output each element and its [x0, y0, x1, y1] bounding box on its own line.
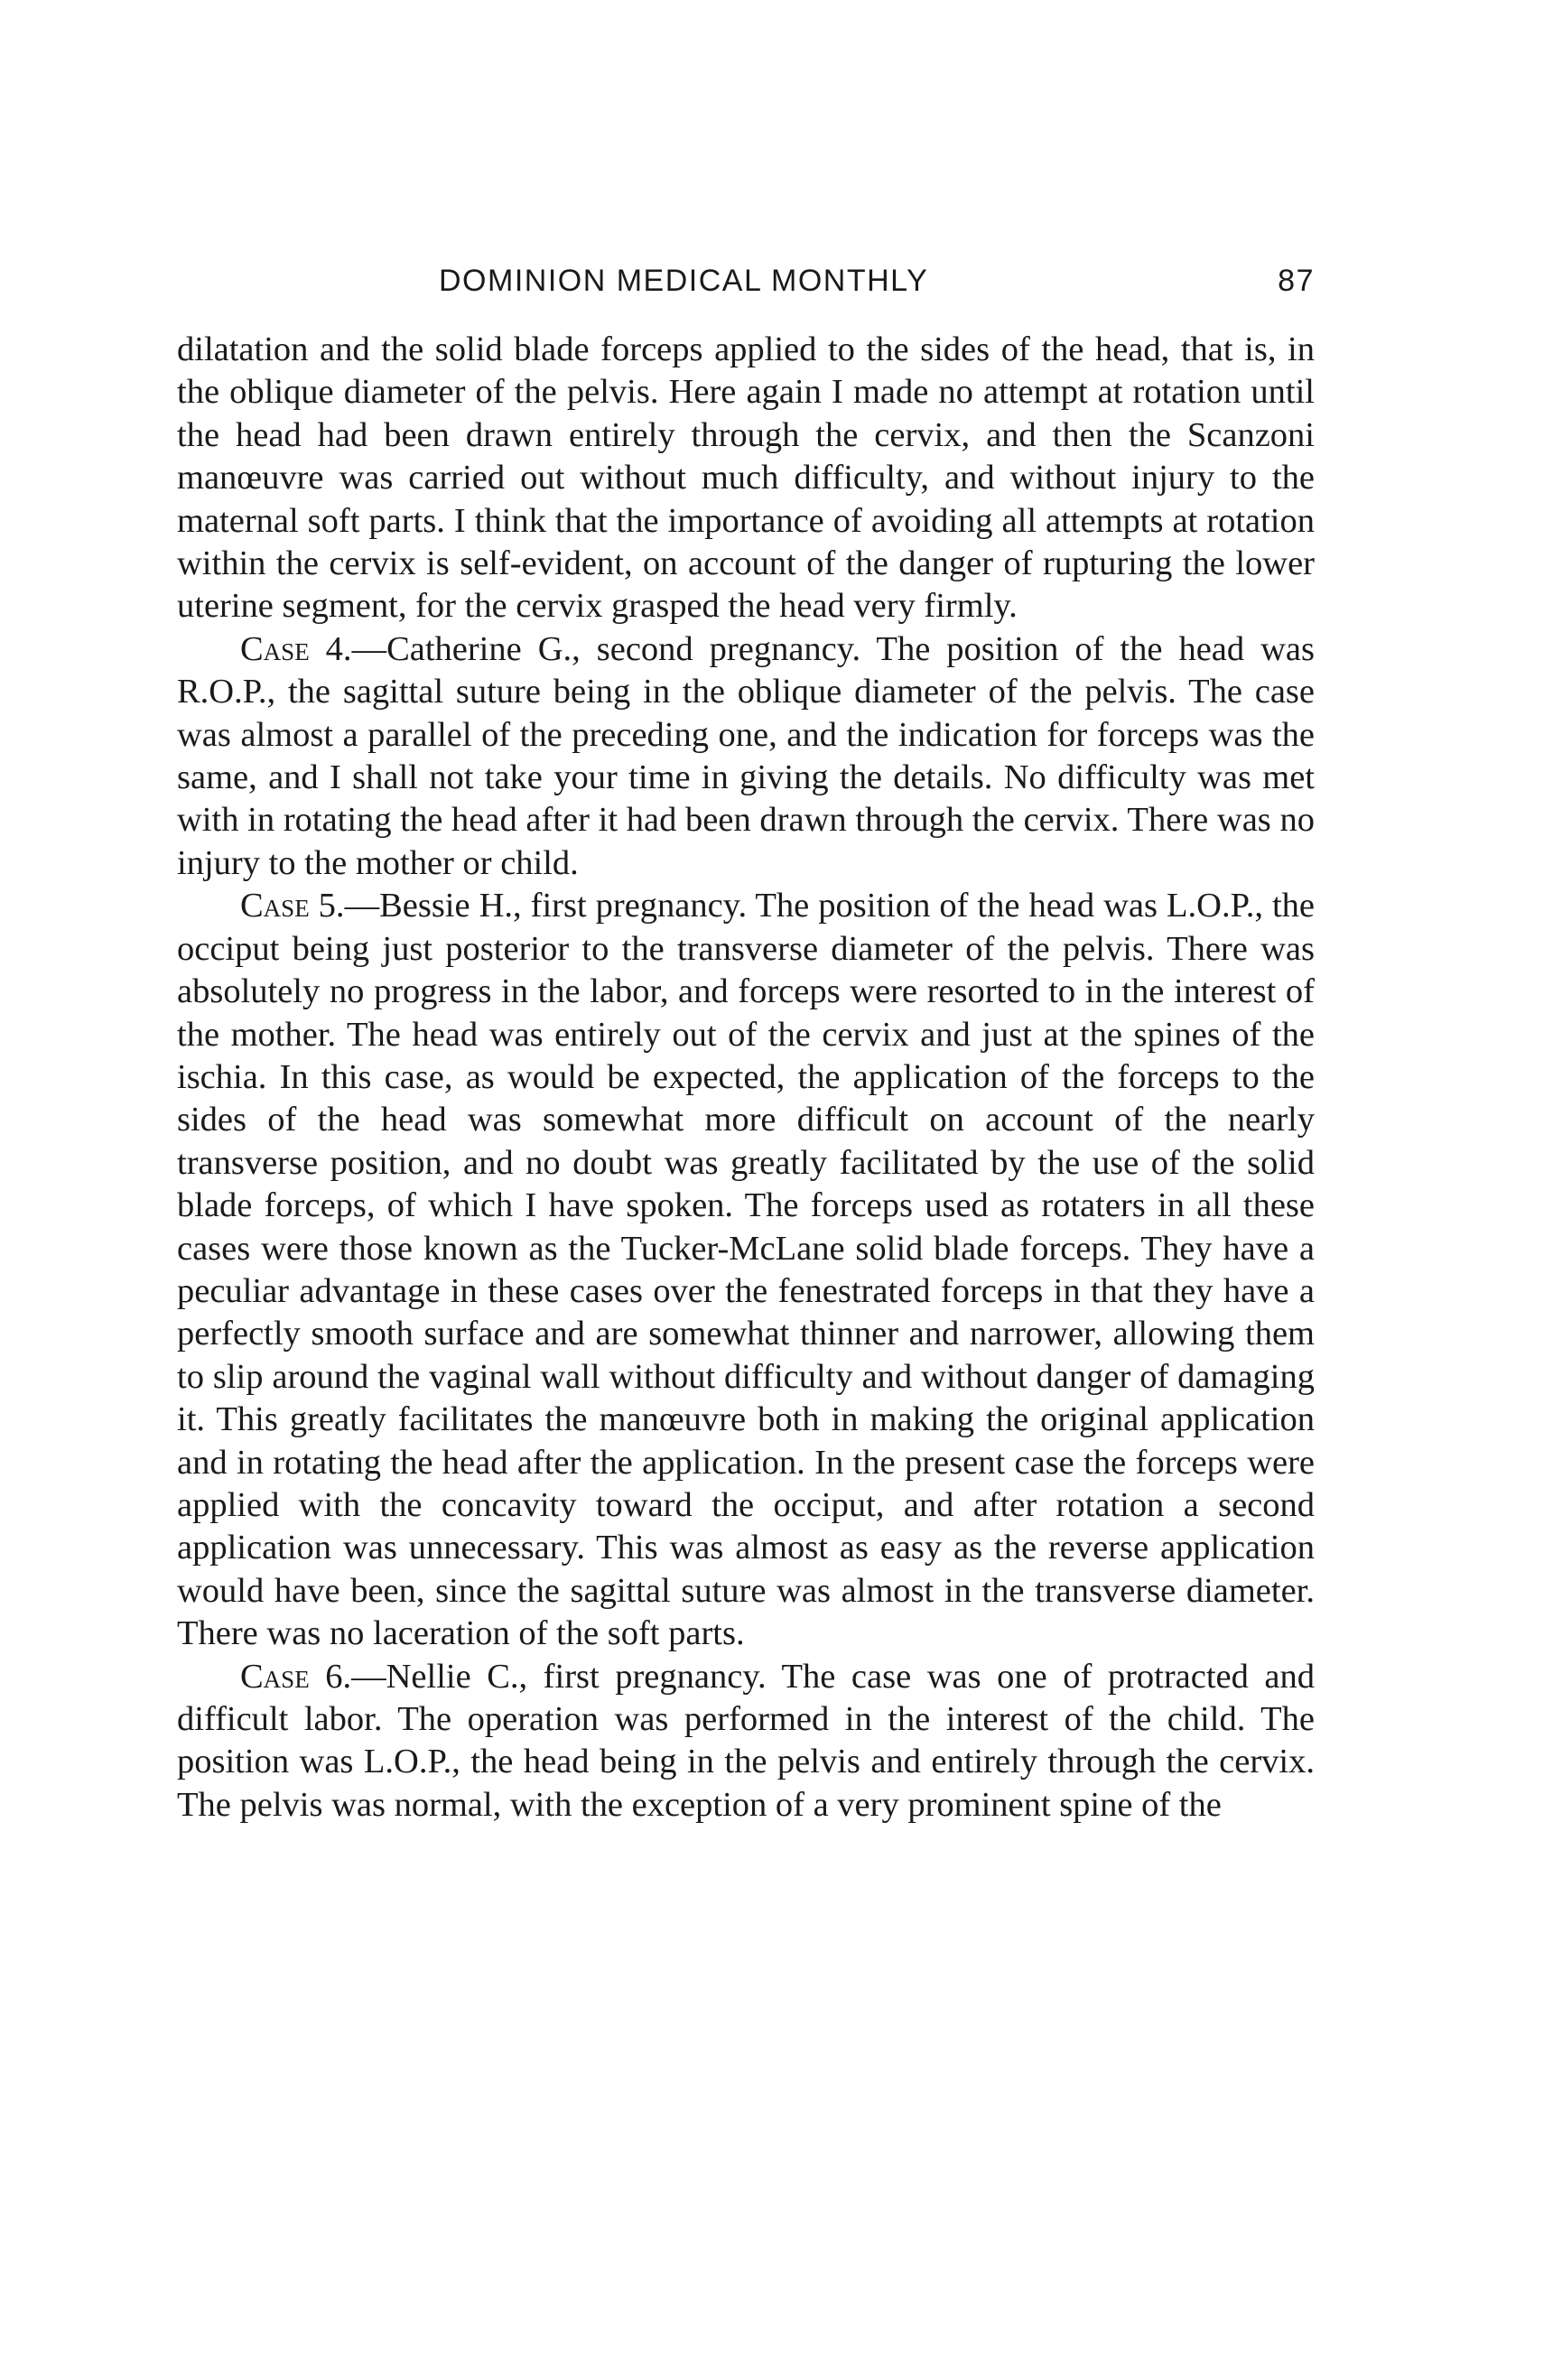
- case-label: Case 5.: [240, 887, 345, 925]
- running-title: DOMINION MEDICAL MONTHLY: [439, 264, 929, 298]
- paragraph-case-5: [177, 885, 1315, 1655]
- case-label: Case 6.: [240, 1657, 352, 1696]
- paragraph-text: —Bessie H., first pregnancy. The position of the head was L.O.P., the occiput being just posterior to the transverse diameter of the pelvis. There was absolutely no progress in the labor, and forceps were resorted to in the interest of the mother. The head was entirely out of the cervix and just at the spines of the ischia. In this case, as would be expected, the application of the forceps to the sides of the head was somewhat more difficult on account of the nearly transverse position, and no doubt was greatly facilitated by the use of the solid blade forceps, of which I have spoken. The forceps used as rotaters in all these cases were those known as the Tucker-McLane solid blade forceps. They have a peculiar advantage in these cases over the fenestrated forceps in that they have a perfectly smooth surface and are somewhat thinner and narrower, allowing them to slip around the vaginal wall without difficulty and without danger of damaging it. This greatly facilitates the manœuvre both in making the original application and in rotating the head after the application. In the present case the forceps were applied with the concavity toward the occiput, and after rotation a second application was unnecessary. This was almost as easy as the reverse application would have been, since the sagittal suture was almost in the transverse diameter. There was no laceration of the soft parts.: [177, 887, 1315, 1653]
- document-page: [177, 253, 1315, 1827]
- paragraph-text: dilatation and the solid blade forceps applied to the sides of the head, that is, in the oblique diameter of the pelvis. Here again I made no attempt at rotation until the head had been drawn entirely through the cervix, and then the Scanzoni manœuvre was carried out without much difficulty, and without injury to the maternal soft parts. I think that the importance of avoiding all attempts at rotation within the cervix is self-evident, on account of the danger of rupturing the lower uterine segment, for the cervix grasped the head very firmly.: [177, 330, 1315, 626]
- paragraph-case-4: [177, 628, 1315, 885]
- case-label: Case 4.: [240, 629, 352, 668]
- paragraph-case-6: [177, 1656, 1315, 1827]
- paragraph-continuation: [177, 329, 1315, 628]
- page-number: 87: [1278, 264, 1315, 298]
- paragraph-text: —Catherine G., second pregnancy. The position of the head was R.O.P., the sagittal suture being in the oblique diameter of the pelvis. The case was almost a parallel of the preceding one, and the indication for forceps was the same, and I shall not take your time in giving the details. No difficulty was met with in rotating the head after it had been drawn through the cervix. There was no injury to the mother or child.: [177, 629, 1316, 882]
- body-text: [177, 329, 1315, 1827]
- paragraph-text: —Nellie C., first pregnancy. The case was one of protracted and difficult labor. The operation was performed in the interest of the child. The position was L.O.P., the head being in the pelvis and entirely through the cervix. The pelvis was normal, with the exception of a very prominent spine of the: [177, 1657, 1316, 1824]
- running-head: [177, 253, 1315, 307]
